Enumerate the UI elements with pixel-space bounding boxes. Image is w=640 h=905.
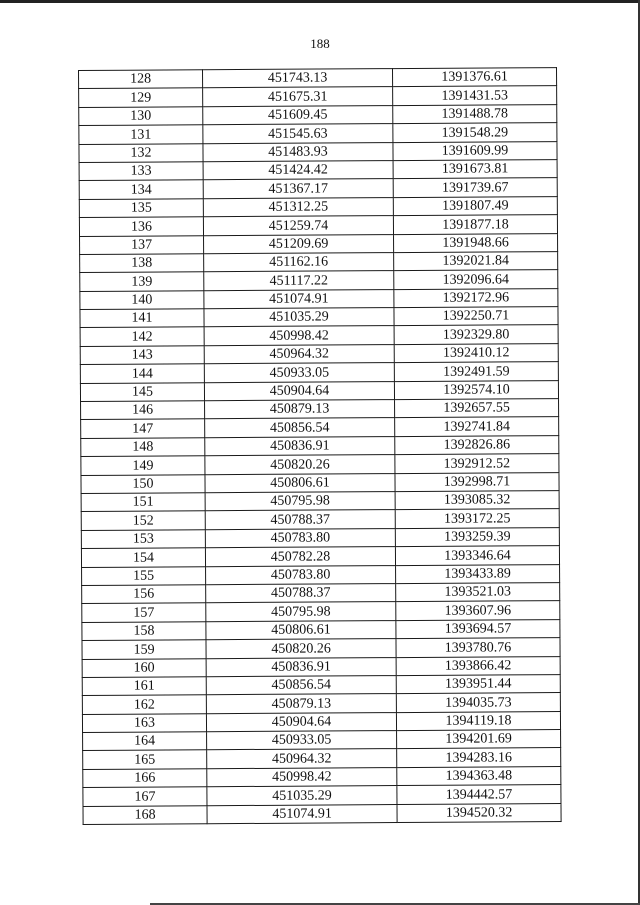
x-coordinate-cell: 450964.32: [204, 344, 394, 364]
table-row: [80, 343, 558, 364]
x-coordinate-cell: 451035.29: [204, 308, 394, 328]
point-number-cell: 145: [80, 382, 204, 401]
x-coordinate-cell: 451035.29: [207, 786, 397, 806]
x-coordinate-cell: 450783.80: [206, 565, 396, 585]
table-row: [80, 325, 558, 346]
x-coordinate-cell: 450998.42: [204, 326, 394, 346]
table-row: [81, 491, 559, 512]
y-coordinate-cell: 1393780.76: [396, 638, 560, 657]
x-coordinate-cell: 450856.54: [205, 418, 395, 438]
table-row: [83, 803, 561, 824]
x-coordinate-cell: 450856.54: [206, 675, 396, 695]
point-number-cell: 139: [80, 272, 204, 291]
y-coordinate-cell: 1391948.66: [394, 233, 558, 252]
y-coordinate-cell: 1392826.86: [395, 435, 559, 454]
point-number-cell: 137: [80, 235, 204, 254]
table-row: [81, 527, 559, 548]
y-coordinate-cell: 1394283.16: [397, 748, 561, 767]
x-coordinate-cell: 450795.98: [206, 602, 396, 622]
table-row: [80, 251, 558, 272]
x-coordinate-cell: 450788.37: [206, 584, 396, 604]
y-coordinate-cell: 1391431.53: [393, 86, 557, 105]
y-coordinate-cell: 1391548.29: [393, 123, 557, 142]
point-number-cell: 138: [80, 254, 204, 273]
y-coordinate-cell: 1393866.42: [396, 656, 560, 675]
y-coordinate-cell: 1392912.52: [395, 454, 559, 473]
point-number-cell: 168: [83, 805, 207, 824]
x-coordinate-cell: 450904.64: [204, 381, 394, 401]
y-coordinate-cell: 1392741.84: [395, 417, 559, 436]
table-row: [82, 674, 560, 695]
table-row: [80, 270, 558, 291]
y-coordinate-cell: 1392021.84: [394, 251, 558, 270]
y-coordinate-cell: 1394035.73: [396, 693, 560, 712]
x-coordinate-cell: 450933.05: [207, 731, 397, 751]
x-coordinate-cell: 451609.45: [203, 105, 393, 125]
y-coordinate-cell: 1391488.78: [393, 104, 557, 123]
table-row: [79, 160, 557, 181]
x-coordinate-cell: 451675.31: [203, 87, 393, 107]
y-coordinate-cell: 1392657.55: [395, 399, 559, 418]
y-coordinate-cell: 1393346.64: [395, 546, 559, 565]
point-number-cell: 163: [82, 713, 206, 732]
x-coordinate-cell: 451259.74: [203, 216, 393, 236]
y-coordinate-cell: 1394520.32: [397, 803, 561, 822]
point-number-cell: 166: [83, 769, 207, 788]
y-coordinate-cell: 1392491.59: [394, 362, 558, 381]
y-coordinate-cell: 1393433.89: [396, 564, 560, 583]
page-number: 188: [310, 36, 330, 51]
table-row: [81, 509, 559, 530]
y-coordinate-cell: 1391877.18: [393, 215, 557, 234]
point-number-cell: 146: [81, 401, 205, 420]
point-number-cell: 153: [81, 529, 205, 548]
x-coordinate-cell: 451424.42: [203, 161, 393, 181]
point-number-cell: 142: [80, 327, 204, 346]
point-number-cell: 156: [82, 585, 206, 604]
x-coordinate-cell: 451367.17: [203, 179, 393, 199]
x-coordinate-cell: 450879.13: [206, 694, 396, 714]
y-coordinate-cell: 1394363.48: [397, 766, 561, 785]
table-row: [83, 785, 561, 806]
point-number-cell: 136: [79, 217, 203, 236]
table-row: [83, 766, 561, 787]
coordinates-table-body: [79, 68, 562, 825]
x-coordinate-cell: 450806.61: [205, 473, 395, 493]
point-number-cell: 149: [81, 456, 205, 475]
x-coordinate-cell: 451074.91: [207, 804, 397, 824]
point-number-cell: 154: [81, 548, 205, 567]
point-number-cell: 150: [81, 474, 205, 493]
table-row: [79, 123, 557, 144]
table-row: [80, 233, 558, 254]
table-row: [79, 86, 557, 107]
y-coordinate-cell: 1392998.71: [395, 472, 559, 491]
x-coordinate-cell: 450836.91: [205, 436, 395, 456]
table-row: [79, 196, 557, 217]
point-number-cell: 129: [79, 88, 203, 107]
y-coordinate-cell: 1394119.18: [396, 711, 560, 730]
y-coordinate-cell: 1391807.49: [393, 196, 557, 215]
y-coordinate-cell: 1391376.61: [392, 68, 556, 87]
point-number-cell: 162: [82, 695, 206, 714]
table-row: [82, 564, 560, 585]
point-number-cell: 130: [79, 107, 203, 126]
x-coordinate-cell: 451312.25: [203, 197, 393, 217]
y-coordinate-cell: 1393259.39: [395, 527, 559, 546]
table-row: [79, 141, 557, 162]
point-number-cell: 144: [80, 364, 204, 383]
point-number-cell: 161: [82, 677, 206, 696]
point-number-cell: 151: [81, 493, 205, 512]
y-coordinate-cell: 1392096.64: [394, 270, 558, 289]
x-coordinate-cell: 450795.98: [205, 492, 395, 512]
table-row: [80, 307, 558, 328]
table-row: [82, 583, 560, 604]
x-coordinate-cell: 450783.80: [205, 528, 395, 548]
point-number-cell: 140: [80, 290, 204, 309]
y-coordinate-cell: 1393521.03: [396, 583, 560, 602]
y-coordinate-cell: 1392574.10: [394, 380, 558, 399]
y-coordinate-cell: 1391739.67: [393, 178, 557, 197]
x-coordinate-cell: 451483.93: [203, 142, 393, 162]
table-row: [80, 380, 558, 401]
x-coordinate-cell: 451117.22: [204, 271, 394, 291]
y-coordinate-cell: 1392250.71: [394, 307, 558, 326]
y-coordinate-cell: 1391673.81: [393, 160, 557, 179]
y-coordinate-cell: 1393951.44: [396, 674, 560, 693]
x-coordinate-cell: 451162.16: [204, 252, 394, 272]
point-number-cell: 128: [79, 70, 203, 89]
point-number-cell: 135: [79, 198, 203, 217]
point-number-cell: 158: [82, 621, 206, 640]
table-row: [83, 748, 561, 769]
x-coordinate-cell: 450788.37: [205, 510, 395, 530]
table-row: [81, 417, 559, 438]
x-coordinate-cell: 450879.13: [205, 400, 395, 420]
coordinates-table: [78, 67, 562, 825]
table-row: [81, 435, 559, 456]
y-coordinate-cell: 1393085.32: [395, 491, 559, 510]
point-number-cell: 157: [82, 603, 206, 622]
point-number-cell: 133: [79, 162, 203, 181]
table-row: [80, 362, 558, 383]
table-row: [79, 215, 557, 236]
table-row: [79, 104, 557, 125]
point-number-cell: 152: [81, 511, 205, 530]
x-coordinate-cell: 450806.61: [206, 620, 396, 640]
point-number-cell: 148: [81, 438, 205, 457]
table-row: [82, 711, 560, 732]
table-row: [81, 546, 559, 567]
table-row: [79, 68, 557, 89]
table-row: [79, 178, 557, 199]
scan-border-top: [0, 0, 640, 3]
x-coordinate-cell: 450933.05: [204, 363, 394, 383]
point-number-cell: 167: [83, 787, 207, 806]
point-number-cell: 132: [79, 143, 203, 162]
table-row: [82, 638, 560, 659]
table-row: [81, 454, 559, 475]
point-number-cell: 147: [81, 419, 205, 438]
x-coordinate-cell: 451545.63: [203, 124, 393, 144]
table-row: [83, 730, 561, 751]
y-coordinate-cell: 1391609.99: [393, 141, 557, 160]
x-coordinate-cell: 450782.28: [205, 547, 395, 567]
y-coordinate-cell: 1394442.57: [397, 785, 561, 804]
x-coordinate-cell: 451209.69: [204, 234, 394, 254]
x-coordinate-cell: 450904.64: [206, 712, 396, 732]
point-number-cell: 155: [82, 566, 206, 585]
x-coordinate-cell: 450998.42: [207, 767, 397, 787]
y-coordinate-cell: 1393172.25: [395, 509, 559, 528]
point-number-cell: 143: [80, 346, 204, 365]
x-coordinate-cell: 450964.32: [207, 749, 397, 769]
x-coordinate-cell: 450820.26: [206, 639, 396, 659]
y-coordinate-cell: 1392329.80: [394, 325, 558, 344]
point-number-cell: 160: [82, 658, 206, 677]
point-number-cell: 134: [79, 180, 203, 199]
table-row: [82, 619, 560, 640]
y-coordinate-cell: 1392172.96: [394, 288, 558, 307]
y-coordinate-cell: 1393607.96: [396, 601, 560, 620]
point-number-cell: 159: [82, 640, 206, 659]
y-coordinate-cell: 1393694.57: [396, 619, 560, 638]
table-row: [80, 288, 558, 309]
point-number-cell: 165: [83, 750, 207, 769]
x-coordinate-cell: 451743.13: [203, 69, 393, 89]
table-row: [82, 656, 560, 677]
x-coordinate-cell: 450836.91: [206, 657, 396, 677]
point-number-cell: 131: [79, 125, 203, 144]
point-number-cell: 164: [83, 732, 207, 751]
table-row: [82, 601, 560, 622]
x-coordinate-cell: 451074.91: [204, 289, 394, 309]
x-coordinate-cell: 450820.26: [205, 455, 395, 475]
y-coordinate-cell: 1394201.69: [397, 730, 561, 749]
table-row: [82, 693, 560, 714]
point-number-cell: 141: [80, 309, 204, 328]
y-coordinate-cell: 1392410.12: [394, 343, 558, 362]
table-row: [81, 399, 559, 420]
table-row: [81, 472, 559, 493]
